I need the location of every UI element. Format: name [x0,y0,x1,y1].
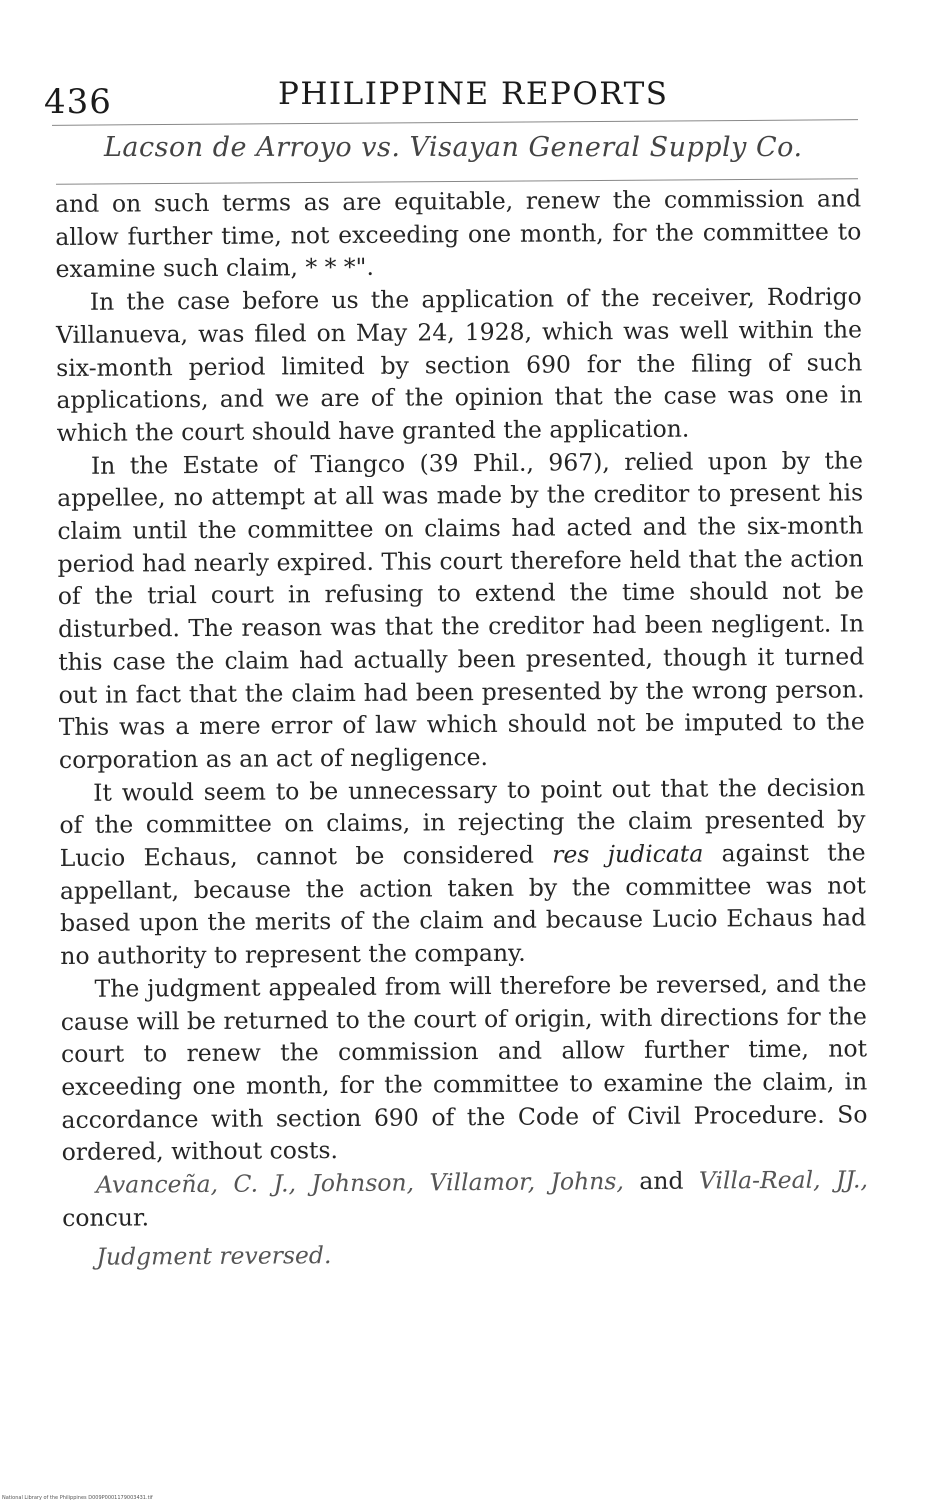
paragraph-judgment: The judgment appealed from will therefore be reversed, and the cause will be returned to the court of origin, with directions for the court to renew the commission and allow further time, not exceeding one month, for the committee to examine the claim, in accordance with section 690 of the Code of Civil Procedure. So ordered, without costs. [60,969,868,1167]
header-rule-top [52,119,858,126]
concurring-justice-last: Villa-Real, JJ., [698,1165,869,1195]
paragraph-continuation: and on such terms as are equitable, renew the commission and allow further time, not exceeding one month, for the committee to examine such claim, * * *". [55,184,862,284]
page-number: 436 [44,82,112,122]
paragraph-application: In the case before us the application of the receiver, Rodrigo Villanueva, was filed on May 24, 1928, which was well within the six-month period limited by section 690 for the filing of such applications, and we are of the opinion that the case was one in which the court should have granted the application. [55,282,863,447]
case-caption: Lacson de Arroyo vs. Visayan General Supply Co. [104,132,803,163]
res-judicata-text-a: It would seem to be unnecessary to point out that the decision of the committee on claims, in rejecting the claim presented by Lucio Echaus, cannot be considered [59,773,866,873]
scan-credit: National Library of the Philippines D009P0001179003431.tif [2,1495,153,1501]
paragraph-res-judicata [59,771,866,973]
concurring-justices: Avanceña, C. J., Johnson, Villamor, Johns, [95,1167,625,1199]
res-judicata-term: res judicata [552,839,704,869]
concurrence [62,1163,868,1234]
disposition-text: Judgment reversed. [96,1240,332,1271]
concur-tail: concur. [62,1203,150,1232]
opinion-body [55,182,869,1273]
res-judicata-text-b: against the appellant, because the action taken by the committee was not based upon the merits of the claim and because Lucio Echaus had no authority to represent the company. [59,838,867,971]
paragraph-tiangco: In the Estate of Tiangco (39 Phil., 967), relied upon by the appellee, no attempt at all was made by the creditor to present his claim until the committee on claims had acted and the six-month period had nearly expired. This court therefore held that the action of the trial court in refusing to extend the time should not be disturbed. The reason was that the creditor had been negligent. In this case the claim had actually been presented, though it turned out in fact that the claim had been presented by the wrong person. This was a mere error of law which should not be imputed to the corporation as an act of negligence. [57,445,865,774]
concur-and: and [623,1166,700,1196]
running-head: PHILIPPINE REPORTS [278,76,669,112]
disposition [62,1235,868,1273]
